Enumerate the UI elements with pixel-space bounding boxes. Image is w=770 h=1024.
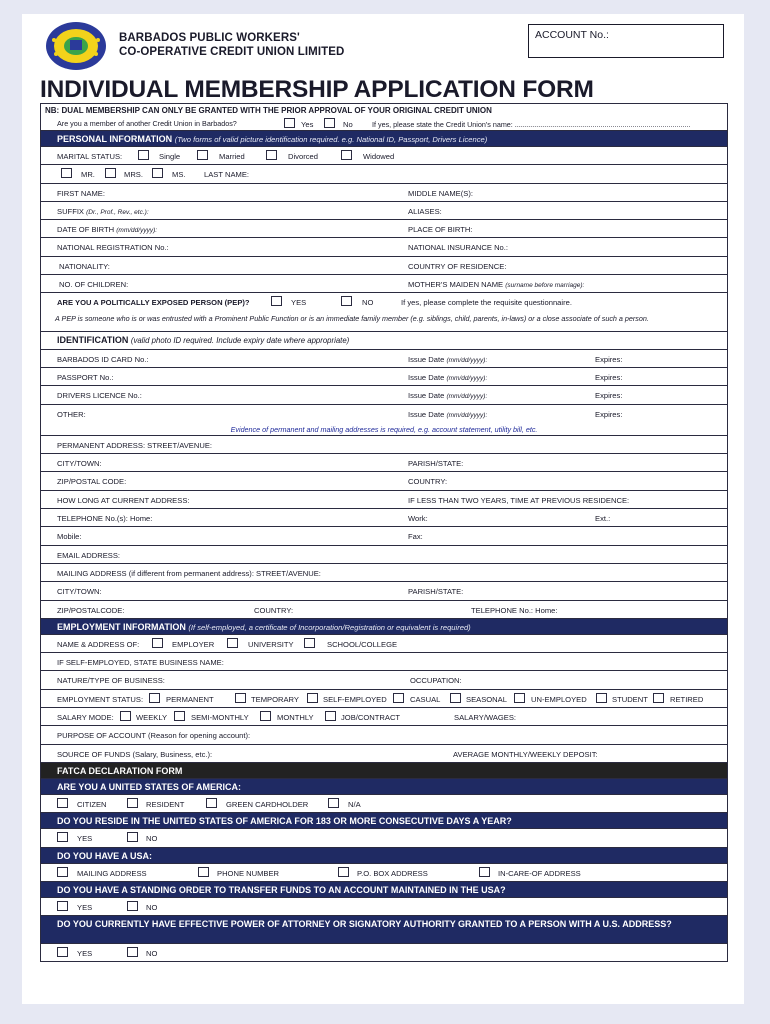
ms-checkbox[interactable] <box>152 168 163 178</box>
na-checkbox[interactable] <box>328 798 339 808</box>
divorced-checkbox[interactable] <box>266 150 277 160</box>
form-body <box>40 103 728 962</box>
mrs-checkbox[interactable] <box>105 168 116 178</box>
widowed-checkbox[interactable] <box>341 150 352 160</box>
purpose-row[interactable]: PURPOSE OF ACCOUNT (Reason for opening account): <box>41 726 727 744</box>
credit-union-logo <box>44 20 108 72</box>
first-middle-name-row[interactable]: FIRST NAME: MIDDLE NAME(S): <box>41 184 727 202</box>
mobile-fax-row[interactable]: Mobile: Fax: <box>41 527 727 545</box>
email-row[interactable]: EMAIL ADDRESS: <box>41 546 727 564</box>
mailing-zip-row[interactable]: ZIP/POSTALCODE: COUNTRY: TELEPHONE No.: Home: <box>41 601 727 619</box>
in-care-of-checkbox[interactable] <box>479 867 490 877</box>
q2-yes-checkbox[interactable] <box>57 832 68 842</box>
employment-status-row: EMPLOYMENT STATUS: PERMANENT TEMPORARY SELF-EMPLOYED CASUAL SEASONAL UN-EMPLOYED STUDENT RETIRED <box>41 690 727 708</box>
nb-notice: NB: DUAL MEMBERSHIP CAN ONLY BE GRANTED WITH THE PRIOR APPROVAL OF YOUR ORIGINAL CREDIT UNION <box>45 106 492 115</box>
status-unemployed-checkbox[interactable] <box>514 693 525 703</box>
fatca-header: FATCA DECLARATION FORM <box>41 763 727 779</box>
q4-yes-checkbox[interactable] <box>57 901 68 911</box>
fatca-q5-header: DO YOU CURRENTLY HAVE EFFECTIVE POWER OF ATTORNEY OR SIGNATORY AUTHORITY GRANTED TO A PERSON WITH A U.S. ADDRESS? <box>41 916 727 944</box>
other-id-row[interactable]: OTHER: Issue Date (mm/dd/yyyy): Expires: <box>57 409 623 419</box>
status-permanent-checkbox[interactable] <box>149 693 160 703</box>
mailing-address-row[interactable]: MAILING ADDRESS (if different from permanent address): STREET/AVENUE: <box>41 564 727 582</box>
green-card-checkbox[interactable] <box>206 798 217 808</box>
fatca-q4-header: DO YOU HAVE A STANDING ORDER TO TRANSFER FUNDS TO AN ACCOUNT MAINTAINED IN THE USA? <box>41 882 727 898</box>
university-checkbox[interactable] <box>227 638 238 648</box>
id-card-row[interactable]: BARBADOS ID CARD No.: Issue Date (mm/dd/yyyy): Expires: <box>41 350 727 368</box>
status-seasonal-checkbox[interactable] <box>450 693 461 703</box>
pep-yes-checkbox[interactable] <box>271 296 282 306</box>
permanent-address-row[interactable]: PERMANENT ADDRESS: STREET/AVENUE: <box>41 436 727 454</box>
pep-definition-note: A PEP is someone who is or was entrusted with a Prominent Public Function or is an immediate family member (e.g. siblings, child, parents, in-laws) or a close associate of such a person. <box>41 312 727 332</box>
city-parish-row[interactable]: CITY/TOWN: PARISH/STATE: <box>41 454 727 472</box>
citizen-checkbox[interactable] <box>57 798 68 808</box>
children-maiden-row[interactable]: NO. OF CHILDREN: MOTHER'S MAIDEN NAME (surname before marriage): <box>41 275 727 293</box>
pep-no-checkbox[interactable] <box>341 296 352 306</box>
zip-country-row[interactable]: ZIP/POSTAL CODE: COUNTRY: <box>41 472 727 490</box>
married-checkbox[interactable] <box>197 150 208 160</box>
org-line-1: BARBADOS PUBLIC WORKERS' <box>119 32 300 44</box>
nationality-row[interactable]: NATIONALITY: COUNTRY OF RESIDENCE: <box>41 257 727 275</box>
marital-status-row: MARITAL STATUS: Single Married Divorced Widowed <box>41 147 727 165</box>
pep-row: ARE YOU A POLITICALLY EXPOSED PERSON (PEP)? YES NO If yes, please complete the requisite questionnaire. <box>57 298 572 308</box>
status-casual-checkbox[interactable] <box>393 693 404 703</box>
other-credit-union-row: Are you a member of another Credit Union in Barbados? Yes No If yes, please state the Credit Union's name: ........................................................................................ <box>41 117 727 131</box>
fatca-q4-options: YES NO <box>41 898 727 916</box>
single-checkbox[interactable] <box>138 150 149 160</box>
po-box-checkbox[interactable] <box>338 867 349 877</box>
employment-header: EMPLOYMENT INFORMATION (If self-employed, a certificate of Incorporation/Registration or equivalent is required) <box>41 619 727 635</box>
self-employed-row[interactable]: IF SELF-EMPLOYED, STATE BUSINESS NAME: <box>41 653 727 671</box>
account-number-field[interactable] <box>528 24 724 58</box>
mr-checkbox[interactable] <box>61 168 72 178</box>
organization-name <box>119 31 344 59</box>
salary-mode-row: SALARY MODE: WEEKLY SEMI-MONTHLY MONTHLY JOB/CONTRACT SALARY/WAGES: <box>41 708 727 726</box>
other-cu-yes-checkbox[interactable] <box>284 118 295 128</box>
title-lastname-row: MR. MRS. MS. LAST NAME: <box>41 165 727 183</box>
fatca-q2-header: DO YOU RESIDE IN THE UNITED STATES OF AMERICA FOR 183 OR MORE CONSECUTIVE DAYS A YEAR? <box>41 813 727 829</box>
mailing-address-checkbox[interactable] <box>57 867 68 877</box>
status-self-employed-checkbox[interactable] <box>307 693 318 703</box>
fatca-q3-header: DO YOU HAVE A USA: <box>41 848 727 864</box>
fatca-q2-options: YES NO <box>41 829 727 847</box>
fatca-q5-options: YES NO <box>41 944 727 962</box>
status-temporary-checkbox[interactable] <box>235 693 246 703</box>
suffix-aliases-row[interactable]: SUFFIX (Dr., Prof., Rev., etc.): ALIASES: <box>41 202 727 220</box>
address-evidence-note: Evidence of permanent and mailing addresses is required, e.g. account statement, utility bill, etc. <box>41 423 727 436</box>
other-cu-no-checkbox[interactable] <box>324 118 335 128</box>
nature-business-row[interactable]: NATURE/TYPE OF BUSINESS: OCCUPATION: <box>41 671 727 689</box>
account-number-label: ACCOUNT No.: <box>535 29 609 41</box>
source-funds-row[interactable]: SOURCE OF FUNDS (Salary, Business, etc.): AVERAGE MONTHLY/WEEKLY DEPOSIT: <box>41 745 727 763</box>
name-address-of-row: NAME & ADDRESS OF: EMPLOYER UNIVERSITY SCHOOL/COLLEGE <box>41 635 727 653</box>
fatca-q1-header: ARE YOU A UNITED STATES OF AMERICA: <box>41 779 727 795</box>
mode-contract-checkbox[interactable] <box>325 711 336 721</box>
form-title: INDIVIDUAL MEMBERSHIP APPLICATION FORM <box>40 76 594 103</box>
phone-number-checkbox[interactable] <box>198 867 209 877</box>
mailing-city-row[interactable]: CITY/TOWN: PARISH/STATE: <box>41 582 727 600</box>
how-long-row[interactable]: HOW LONG AT CURRENT ADDRESS: IF LESS THAN TWO YEARS, TIME AT PREVIOUS RESIDENCE: <box>41 491 727 509</box>
form-page <box>22 14 744 1004</box>
q4-no-checkbox[interactable] <box>127 901 138 911</box>
q2-no-checkbox[interactable] <box>127 832 138 842</box>
passport-row[interactable]: PASSPORT No.: Issue Date (mm/dd/yyyy): Expires: <box>41 368 727 386</box>
q5-yes-checkbox[interactable] <box>57 947 68 957</box>
mode-monthly-checkbox[interactable] <box>260 711 271 721</box>
mode-weekly-checkbox[interactable] <box>120 711 131 721</box>
mode-semi-monthly-checkbox[interactable] <box>174 711 185 721</box>
status-retired-checkbox[interactable] <box>653 693 664 703</box>
org-line-2: CO-OPERATIVE CREDIT UNION LIMITED <box>119 46 345 58</box>
telephone-row[interactable]: TELEPHONE No.(s): Home: Work: Ext.: <box>41 509 727 527</box>
school-checkbox[interactable] <box>304 638 315 648</box>
national-ids-row[interactable]: NATIONAL REGISTRATION No.: NATIONAL INSURANCE No.: <box>41 238 727 256</box>
fatca-q1-options: CITIZEN RESIDENT GREEN CARDHOLDER N/A <box>41 795 727 813</box>
drivers-licence-row[interactable]: DRIVERS LICENCE No.: Issue Date (mm/dd/yyyy): Expires: <box>41 386 727 404</box>
dob-pob-row[interactable]: DATE OF BIRTH (mm/dd/yyyy): PLACE OF BIRTH: <box>41 220 727 238</box>
q5-no-checkbox[interactable] <box>127 947 138 957</box>
resident-checkbox[interactable] <box>127 798 138 808</box>
employer-checkbox[interactable] <box>152 638 163 648</box>
identification-header: IDENTIFICATION (valid photo ID required. Include expiry date where appropriate) <box>41 332 727 350</box>
status-student-checkbox[interactable] <box>596 693 607 703</box>
personal-information-header: PERSONAL INFORMATION (Two forms of valid picture identification required. e.g. National ID, Passport, Drivers Licence) <box>41 131 727 147</box>
fatca-q3-options: MAILING ADDRESS PHONE NUMBER P.O. BOX ADDRESS IN-CARE-OF ADDRESS <box>41 864 727 882</box>
